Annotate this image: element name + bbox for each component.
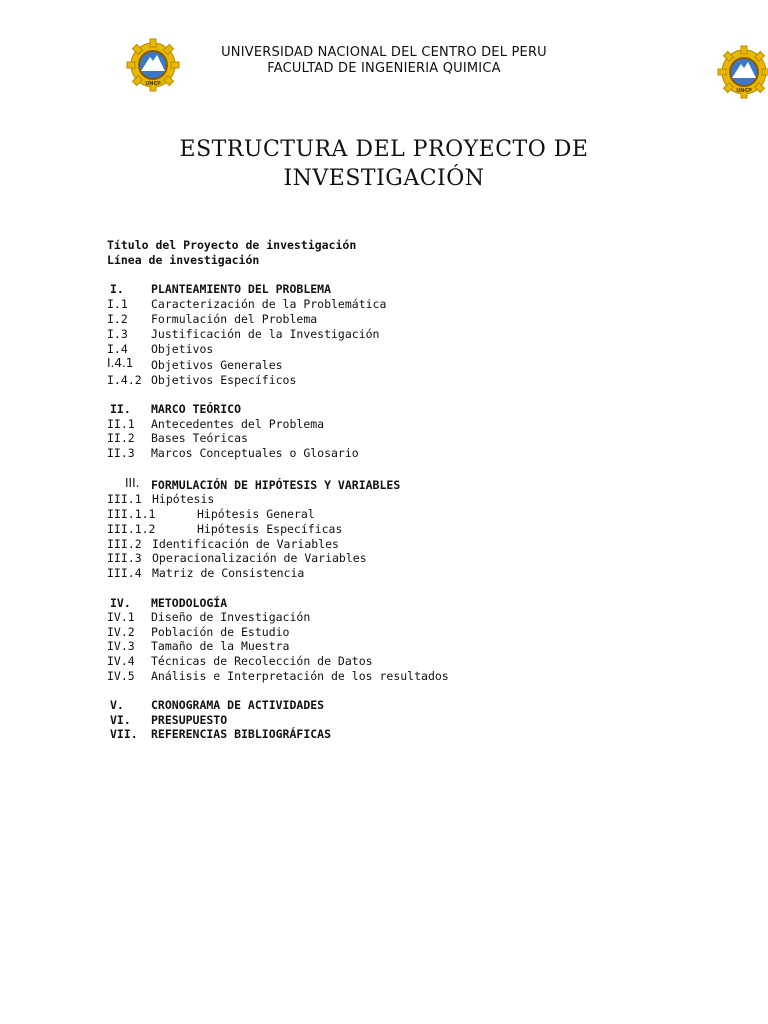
- section-heading: VI.: [110, 713, 131, 727]
- outline-item-num: IV.4: [107, 654, 135, 668]
- outline-item-label: Bases Teóricas: [151, 431, 248, 445]
- outline-item-label: Técnicas de Recolección de Datos: [151, 654, 373, 668]
- outline-item-label: Objetivos Generales: [151, 358, 283, 372]
- section-heading: III.: [125, 476, 140, 490]
- section-title: CRONOGRAMA DE ACTIVIDADES: [151, 698, 325, 712]
- outline-item-label: Caracterización de la Problemática: [151, 297, 387, 311]
- outline-item-num: I.2: [107, 312, 128, 326]
- outline-item-label: Formulación del Problema: [151, 312, 318, 326]
- section-title: FORMULACIÓN DE HIPÓTESIS Y VARIABLES: [151, 478, 401, 492]
- outline-item-num: III.1.1: [107, 507, 156, 521]
- section-heading: V.: [110, 698, 124, 712]
- section-title: REFERENCIAS BIBLIOGRÁFICAS: [151, 727, 332, 741]
- outline-item-label: Identificación de Variables: [152, 537, 339, 551]
- outline-item-num: I.4.1: [107, 356, 134, 370]
- outline-item-label: Hipótesis General: [197, 507, 315, 521]
- outline-item-label: Objetivos Específicos: [151, 373, 297, 387]
- outline-item-num: IV.2: [107, 625, 135, 639]
- outline-item-num: III.1.2: [107, 522, 156, 536]
- outline-item-label: Operacionalización de Variables: [152, 551, 367, 565]
- outline-item-num: I.3: [107, 327, 128, 341]
- research-line-label: Línea de investigación: [107, 253, 260, 267]
- section-heading: IV.: [110, 596, 131, 610]
- outline-item-label: Diseño de Investigación: [151, 610, 311, 624]
- university-name: UNIVERSIDAD NACIONAL DEL CENTRO DEL PERU: [221, 45, 547, 60]
- outline-item-num: III.1: [107, 492, 142, 506]
- outline-item-label: Marcos Conceptuales o Glosario: [151, 446, 359, 460]
- outline-item-label: Análisis e Interpretación de los resultados: [151, 669, 449, 683]
- section-heading: II.: [110, 402, 131, 416]
- outline-item-label: Justificación de la Investigación: [151, 327, 380, 341]
- outline-item-num: II.1: [107, 417, 135, 431]
- project-title-label: Título del Proyecto de investigación: [107, 238, 357, 252]
- seal-text-left: UNCP: [145, 81, 161, 87]
- section-heading: VII.: [110, 727, 138, 741]
- section-title: METODOLOGÍA: [151, 596, 228, 610]
- outline-item-label: Población de Estudio: [151, 625, 290, 639]
- outline-item-num: II.3: [107, 446, 135, 460]
- outline-item-label: Hipótesis Específicas: [197, 522, 343, 536]
- outline-item-num: IV.3: [107, 639, 135, 653]
- outline-item-label: Hipótesis: [152, 492, 215, 506]
- document-title-line2: INVESTIGACIÓN: [283, 166, 485, 191]
- outline-item-num: IV.5: [107, 669, 135, 683]
- outline-item-num: III.4: [107, 566, 142, 580]
- outline-item-label: Objetivos: [151, 342, 214, 356]
- outline-item-num: I.4: [107, 342, 128, 356]
- outline-item-num: II.2: [107, 431, 135, 445]
- outline-item-num: I.1: [107, 297, 128, 311]
- outline-item-num: IV.1: [107, 610, 135, 624]
- seal-text-right: UNCP: [736, 88, 752, 94]
- section-title: MARCO TEÓRICO: [151, 402, 242, 416]
- document-title-line1: ESTRUCTURA DEL PROYECTO DE: [179, 137, 589, 162]
- outline-item-label: Antecedentes del Problema: [151, 417, 325, 431]
- outline-item-num: I.4.2: [107, 373, 142, 387]
- outline-item-num: III.2: [107, 537, 142, 551]
- section-heading: I.: [110, 282, 124, 296]
- section-title: PRESUPUESTO: [151, 713, 228, 727]
- section-title: PLANTEAMIENTO DEL PROBLEMA: [151, 282, 332, 296]
- outline-item-label: Matriz de Consistencia: [152, 566, 305, 580]
- outline-item-num: III.3: [107, 551, 142, 565]
- outline-item-label: Tamaño de la Muestra: [151, 639, 290, 653]
- faculty-name: FACULTAD DE INGENIERIA QUIMICA: [267, 61, 501, 76]
